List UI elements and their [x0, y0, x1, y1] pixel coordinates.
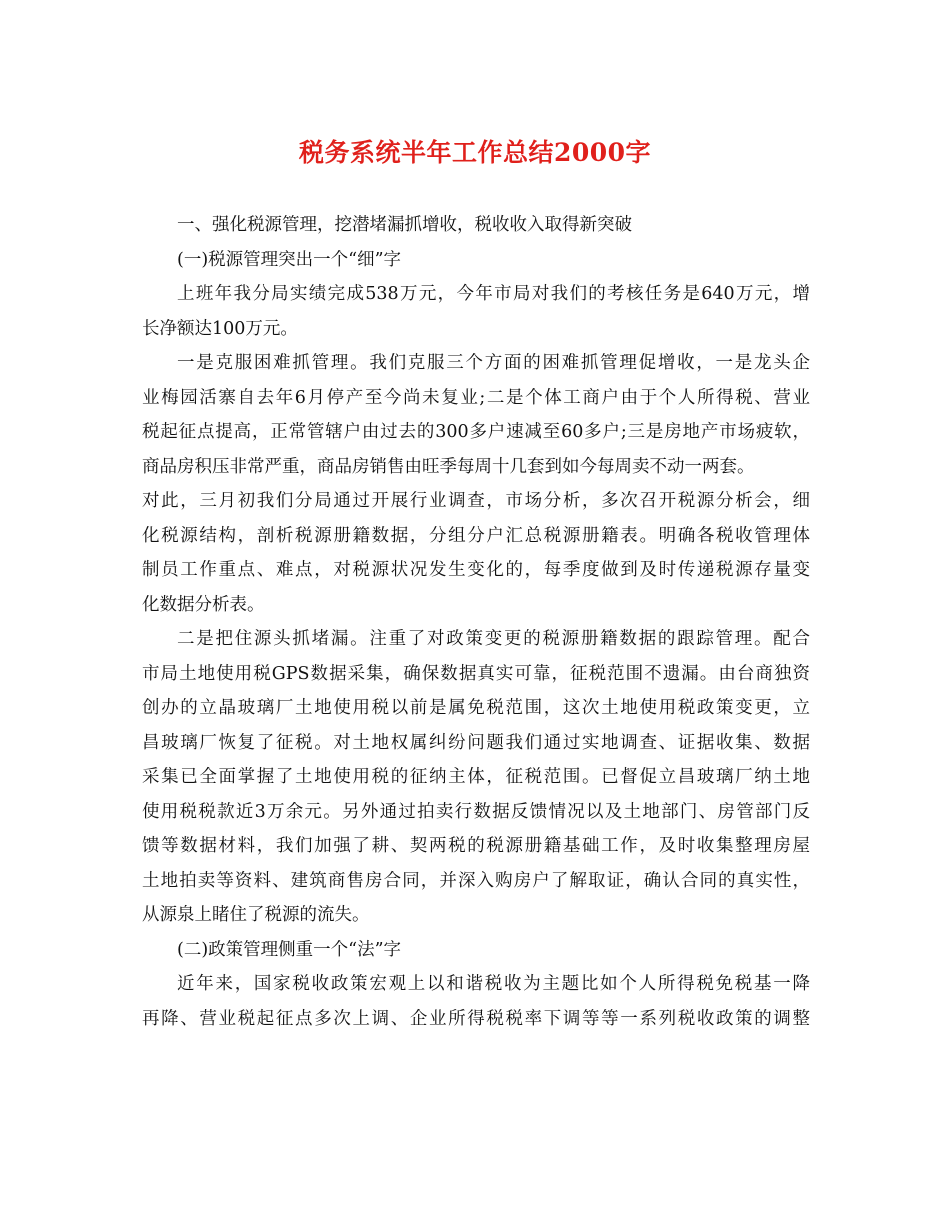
paragraph-line: 昌玻璃厂恢复了征税。对土地权属纠纷问题我们通过实地调查、证据收集、数据 [142, 732, 810, 753]
paragraph-line: 对此，三月初我们分局通过开展行业调查，市场分析，多次召开税源分析会，细 [142, 491, 810, 511]
paragraph-line: 二是把住源头抓堵漏。注重了对政策变更的税源册籍数据的跟踪管理。配合 [177, 629, 810, 649]
paragraph-line: (一)税源管理突出一个“细”字 [177, 249, 402, 270]
paragraph-line: 土地拍卖等资料、建筑商售房合同，并深入购房户了解取证，确认合同的真实性， [142, 870, 810, 891]
paragraph-line: 一是克服困难抓管理。我们克服三个方面的困难抓管理促增收，一是龙头企 [177, 353, 810, 373]
paragraph-line: 市局土地使用税GPS数据采集，确保数据真实可靠，征税范围不遗漏。由台商独资 [142, 663, 810, 684]
paragraph-line: 制员工作重点、难点，对税源状况发生变化的，每季度做到及时传递税源存量变 [142, 560, 810, 580]
document-title: 税务系统半年工作总结2000字 [298, 138, 652, 167]
paragraph-line: 从源泉上睹住了税源的流失。 [142, 905, 370, 925]
paragraph-line: 采集已全面掌握了土地使用税的征纳主体，征税范围。已督促立昌玻璃厂纳土地 [142, 767, 810, 787]
paragraph-line: 商品房积压非常严重，商品房销售由旺季每周十几套到如今每周卖不动一两套。 [142, 456, 755, 477]
paragraph-line: 长净额达100万元。 [142, 318, 298, 339]
paragraph-line: 一、强化税源管理，挖潜堵漏抓增收，税收收入取得新突破 [177, 215, 632, 235]
document-body [142, 208, 810, 1036]
paragraph-line: 馈等数据材料，我们加强了耕、契两税的税源册籍基础工作，及时收集整理房屋 [142, 836, 810, 856]
paragraph-line: (二)政策管理侧重一个“法”字 [177, 939, 402, 960]
paragraph-line: 近年来，国家税收政策宏观上以和谐税收为主题比如个人所得税免税基一降 [177, 974, 810, 994]
paragraph-line: 税起征点提高，正常管辖户由过去的300多户速减至60多户;三是房地产市场疲软， [142, 422, 810, 442]
paragraph-line: 再降、营业税起征点多次上调、企业所得税税率下调等等一系列税收政策的调整 [142, 1008, 810, 1029]
paragraph-line: 化税源结构，剖析税源册籍数据，分组分户汇总税源册籍表。明确各税收管理体 [142, 525, 810, 546]
paragraph-line: 上班年我分局实绩完成538万元，今年市局对我们的考核任务是640万元，增 [177, 284, 810, 304]
paragraph-line: 使用税税款近3万余元。另外通过拍卖行数据反馈情况以及土地部门、房管部门反 [142, 801, 810, 822]
paragraph-line: 业梅园活寨自去年6月停产至今尚未复业;二是个体工商户由于个人所得税、营业 [142, 387, 810, 408]
paragraph-line: 创办的立晶玻璃厂土地使用税以前是属免税范围，这次土地使用税政策变更，立 [142, 698, 810, 718]
paragraph-line: 化数据分析表。 [142, 594, 265, 615]
